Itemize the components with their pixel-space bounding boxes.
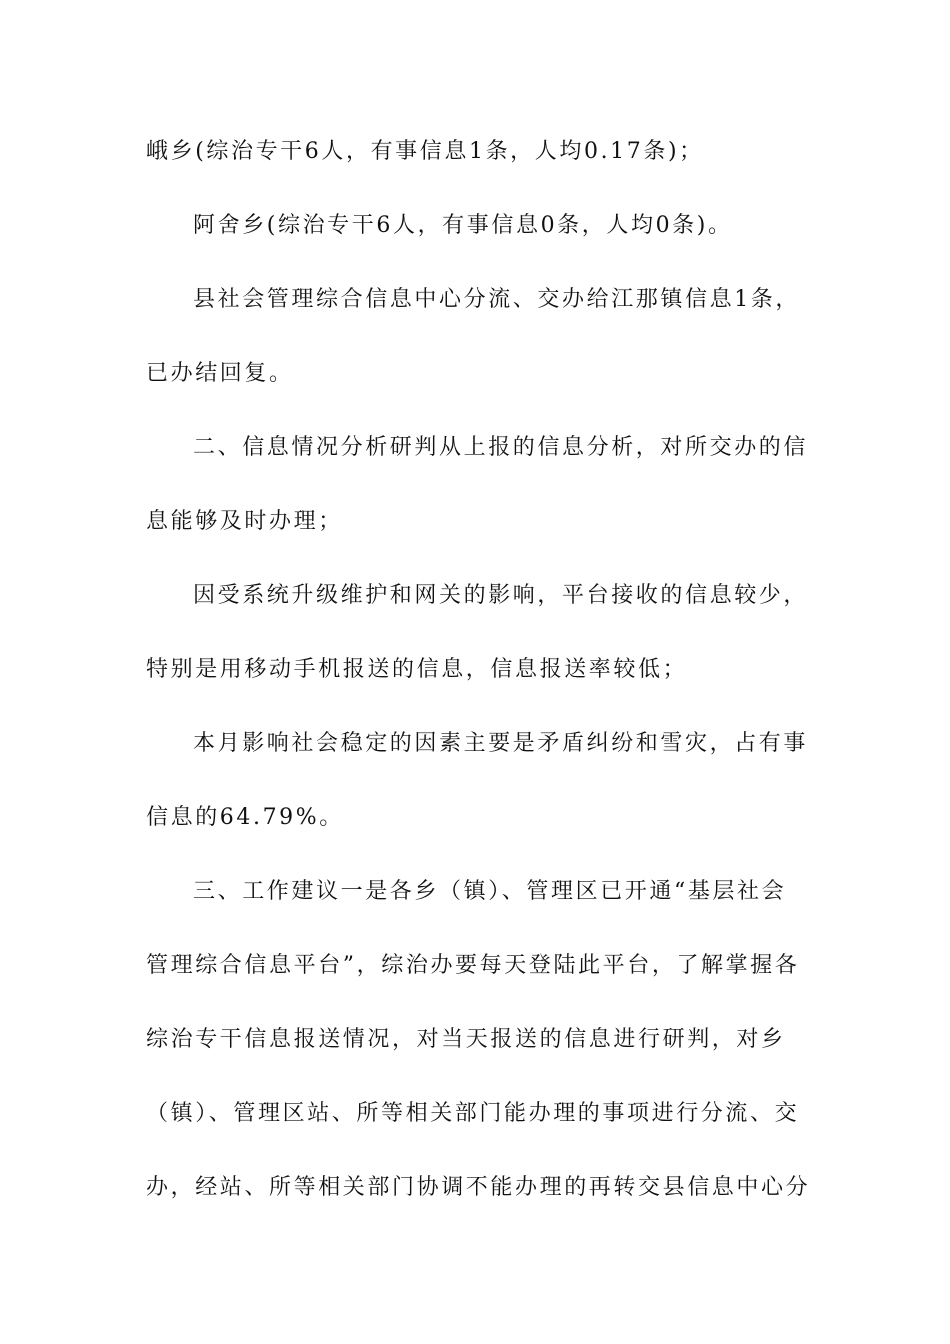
text-line-11: 三、工作建议一是各乡（镇）、管理区已开通“基层社会 xyxy=(193,879,787,904)
text-line-3: 县社会管理综合信息中心分流、交办给江那镇信息1条， xyxy=(193,287,800,312)
text-line-15: 办，经站、所等相关部门协调不能办理的再转交县信息中心分 xyxy=(146,1175,811,1200)
text-line-6: 息能够及时办理； xyxy=(146,509,343,534)
text-line-7: 因受系统升级维护和网关的影响，平台接收的信息较少， xyxy=(193,583,809,608)
text-line-10: 信息的64.79%。 xyxy=(146,805,344,830)
text-line-13: 综治专干信息报送情况，对当天报送的信息进行研判，对乡 xyxy=(146,1027,786,1052)
text-line-8: 特别是用移动手机报送的信息，信息报送率较低； xyxy=(146,657,688,682)
text-line-1: 峨乡(综治专干6人，有事信息1条，人均0.17条)； xyxy=(146,139,704,164)
text-line-4: 已办结回复。 xyxy=(146,361,294,386)
text-line-5: 二、信息情况分析研判从上报的信息分析，对所交办的信 xyxy=(193,435,809,460)
text-line-12: 管理综合信息平台”，综治办要每天登陆此平台，了解掌握各 xyxy=(146,953,800,978)
text-line-2: 阿舍乡(综治专干6人，有事信息0条，人均0条)。 xyxy=(193,213,733,238)
text-line-14: （镇）、管理区站、所等相关部门能办理的事项进行分流、交 xyxy=(146,1101,800,1126)
text-line-9: 本月影响社会稳定的因素主要是矛盾纠纷和雪灾，占有事 xyxy=(193,731,809,756)
